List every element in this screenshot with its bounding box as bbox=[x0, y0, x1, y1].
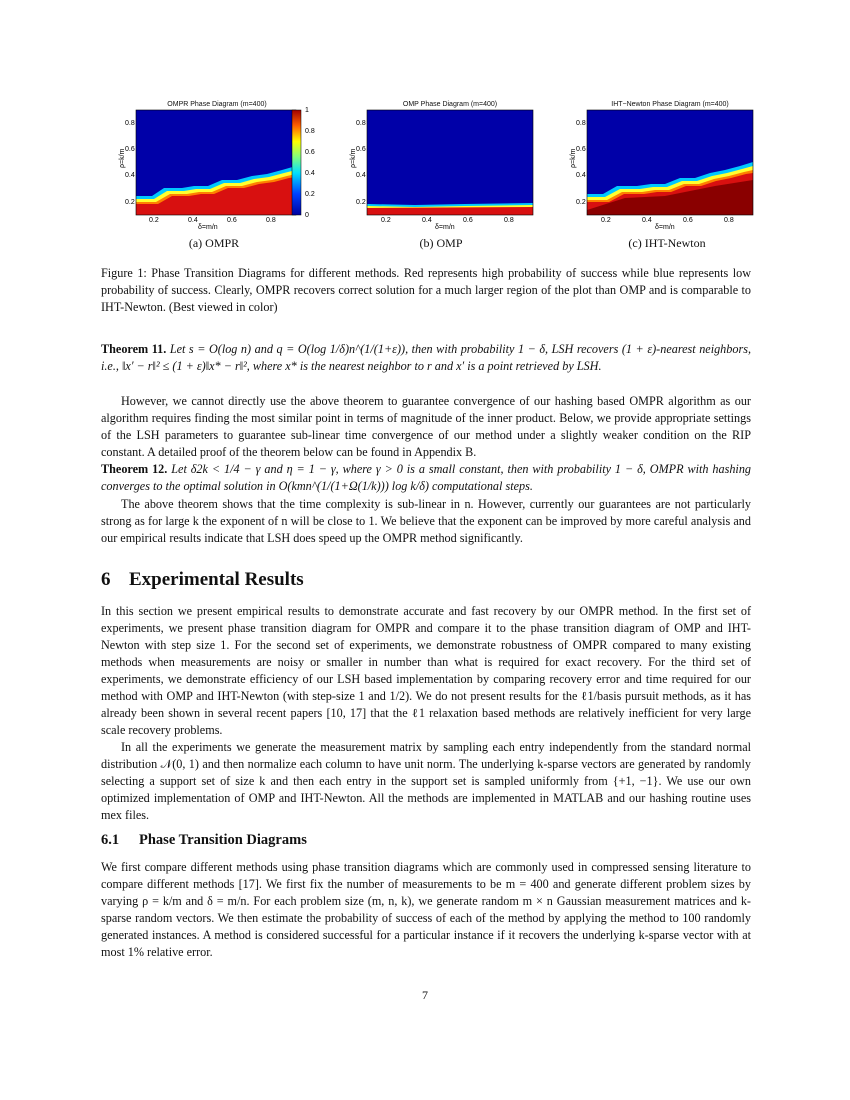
svg-text:0.8: 0.8 bbox=[356, 120, 366, 127]
section-heading bbox=[101, 569, 304, 591]
svg-text:0.2: 0.2 bbox=[576, 199, 586, 206]
theorem-label: Theorem 12. bbox=[101, 462, 168, 476]
plot-title: IHT−Newton Phase Diagram (m=400) bbox=[611, 101, 729, 108]
svg-text:0.6: 0.6 bbox=[356, 146, 366, 153]
svg-text:ρ=k/m: ρ=k/m bbox=[350, 148, 357, 168]
svg-text:0.8: 0.8 bbox=[305, 128, 315, 135]
svg-text:0.2: 0.2 bbox=[381, 217, 391, 224]
svg-text:0.8: 0.8 bbox=[504, 217, 514, 224]
plot-title: OMP Phase Diagram (m=400) bbox=[402, 101, 498, 108]
svg-text:1: 1 bbox=[305, 107, 309, 114]
theorem-11 bbox=[101, 341, 751, 375]
svg-text:0.4: 0.4 bbox=[188, 217, 198, 224]
page-number: 7 bbox=[422, 988, 428, 1002]
paragraph bbox=[101, 496, 751, 547]
paragraph-text: We first compare different methods using phase transition diagrams which are commonly used in compressed sensing literature to compare different methods [17]. We first fix the number of measurements to be m = 400 and generate different problem sizes by varying ρ = k/m and δ = m/n. For each problem size (m, n, k), we generate random m × n Gaussian measurement matrices and k-sparse random vectors. We then estimate the probability of success of each of the method by applying the method to 100 randomly generated instances. A method is considered successful for a particular instance if it recovers the underlying k-sparse vector with at most 1% relative error. bbox=[101, 860, 751, 959]
paragraph-text: However, we cannot directly use the above theorem to guarantee convergence of our hashing based OMPR algorithm as our algorithm requires finding the most similar point in terms of magnitude of the inner product. Below, we provide appropriate settings of the LSH parameters to guarantee sub-linear time convergence of our method under a slightly weaker condition on the RIP constant. A detailed proof of the theorem below can be found in Appendix B. bbox=[101, 394, 751, 459]
paragraph bbox=[101, 393, 751, 461]
svg-text:0.4: 0.4 bbox=[356, 172, 366, 179]
theorem-text: Let s = O(log n) and q = O(log 1/δ)n^(1/(1+ε)), then with probability 1 − δ, LSH recovers (1 + ε)-nearest neighbors, i.e., ‖x′ − r‖² ≤ (1 + ε)‖x* − r‖², where x* is the nearest neighbor to r and x′ is a point retrieved by LSH. bbox=[101, 342, 751, 373]
svg-text:0.4: 0.4 bbox=[305, 170, 315, 177]
svg-text:0.2: 0.2 bbox=[305, 191, 315, 198]
svg-text:0.6: 0.6 bbox=[305, 149, 315, 156]
section-number: 6 bbox=[101, 569, 111, 590]
svg-text:0.4: 0.4 bbox=[642, 217, 652, 224]
svg-text:0.6: 0.6 bbox=[463, 217, 473, 224]
paragraph-text: In all the experiments we generate the measurement matrix by sampling each entry independently from the standard normal distribution 𝒩(0, 1) and then normalize each column to have unit norm. The underlying k-sparse vectors are generated by randomly selecting a support set of size k and then each entry in the support set is sampled uniformly from {+1, −1}. We use our own optimized implementation of OMP and IHT-Newton. All the methods are implemented in MATLAB and our hashing routine uses mex files. bbox=[101, 740, 751, 822]
svg-text:0.6: 0.6 bbox=[683, 217, 693, 224]
svg-text:δ=m/n: δ=m/n bbox=[655, 224, 675, 231]
subsection-number: 6.1 bbox=[101, 832, 120, 848]
svg-text:δ=m/n: δ=m/n bbox=[198, 224, 218, 231]
paragraph bbox=[101, 603, 751, 739]
svg-text:0.6: 0.6 bbox=[576, 146, 586, 153]
theorem-text: Let δ2k < 1/4 − γ and η = 1 − γ, where γ > 0 is a small constant, then with probability 1 − δ, OMPR with hashing converges to the optimal solution in O(kmn^(1/(1+Ω(1/k))) log k/δ) computational steps. bbox=[101, 462, 752, 493]
theorem-label: Theorem 11. bbox=[101, 342, 167, 356]
theorem-12 bbox=[101, 461, 751, 495]
svg-text:0.2: 0.2 bbox=[356, 199, 366, 206]
subcaption-b: (b) OMP bbox=[419, 236, 463, 250]
svg-text:ρ=k/m: ρ=k/m bbox=[119, 148, 126, 168]
svg-text:0.6: 0.6 bbox=[125, 146, 135, 153]
svg-text:0.8: 0.8 bbox=[576, 120, 586, 127]
iht-newton-phase-plot bbox=[565, 100, 780, 235]
figure-iht-newton bbox=[565, 100, 775, 250]
svg-text:0.8: 0.8 bbox=[125, 120, 135, 127]
plot-title: OMPR Phase Diagram (m=400) bbox=[167, 101, 267, 108]
figure-caption: Figure 1: Phase Transition Diagrams for different methods. Red represents high probability of success while blue represents low probability of success. Clearly, OMPR recovers correct solution for a much larger region of the plot than OMP and is comparable to IHT-Newton. (Best viewed in color) bbox=[101, 266, 751, 314]
section-title: Experimental Results bbox=[129, 569, 304, 590]
svg-text:0.4: 0.4 bbox=[422, 217, 432, 224]
subcaption-a: (a) OMPR bbox=[188, 236, 240, 250]
svg-text:0: 0 bbox=[305, 212, 309, 219]
paragraph-text: In this section we present empirical results to demonstrate accurate and fast recovery by our OMPR method. In the first set of experiments, we present phase transition diagram for OMPR and compare it to the phase transition diagram of OMP and IHT-Newton with step size 1. For the second set of experiments, we demonstrate robustness of OMPR compared to many existing methods when measurements are noisy or smaller in number than what is required for exact recovery. For the third set of experiments, we demonstrate efficiency of our LSH based implementation by comparing recovery error and time required for our method with OMP and IHT-Newton (with step-size 1 and 1/2). We do not present results for the ℓ1/basis pursuit methods, as it has already been shown in several recent papers [10, 17] that the ℓ1 relaxation based methods are relatively inefficient for very large scale recovery problems. bbox=[101, 604, 751, 737]
ompr-phase-plot bbox=[112, 100, 327, 235]
subcaption-c: (c) IHT-Newton bbox=[628, 236, 706, 250]
svg-text:δ=m/n: δ=m/n bbox=[435, 224, 455, 231]
svg-text:0.4: 0.4 bbox=[576, 172, 586, 179]
paragraph bbox=[101, 859, 751, 961]
figure-ompr bbox=[112, 100, 322, 250]
subsection-heading bbox=[101, 832, 307, 849]
svg-text:0.8: 0.8 bbox=[724, 217, 734, 224]
figure-omp bbox=[345, 100, 555, 250]
paragraph-text: The above theorem shows that the time complexity is sub-linear in n. However, currently our guarantees are not particularly strong as for large k the exponent of n will be close to 1. We believe that the exponent can be improved by more careful analysis and our empirical results indicate that LSH does speed up the OMPR method significantly. bbox=[101, 497, 751, 545]
svg-text:0.8: 0.8 bbox=[266, 217, 276, 224]
svg-text:ρ=k/m: ρ=k/m bbox=[570, 148, 577, 168]
svg-text:0.6: 0.6 bbox=[227, 217, 237, 224]
svg-text:0.4: 0.4 bbox=[125, 172, 135, 179]
svg-text:0.2: 0.2 bbox=[149, 217, 159, 224]
svg-text:0.2: 0.2 bbox=[601, 217, 611, 224]
subsection-title: Phase Transition Diagrams bbox=[139, 832, 307, 848]
svg-text:0.2: 0.2 bbox=[125, 199, 135, 206]
omp-phase-plot bbox=[345, 100, 560, 235]
paragraph bbox=[101, 739, 751, 824]
